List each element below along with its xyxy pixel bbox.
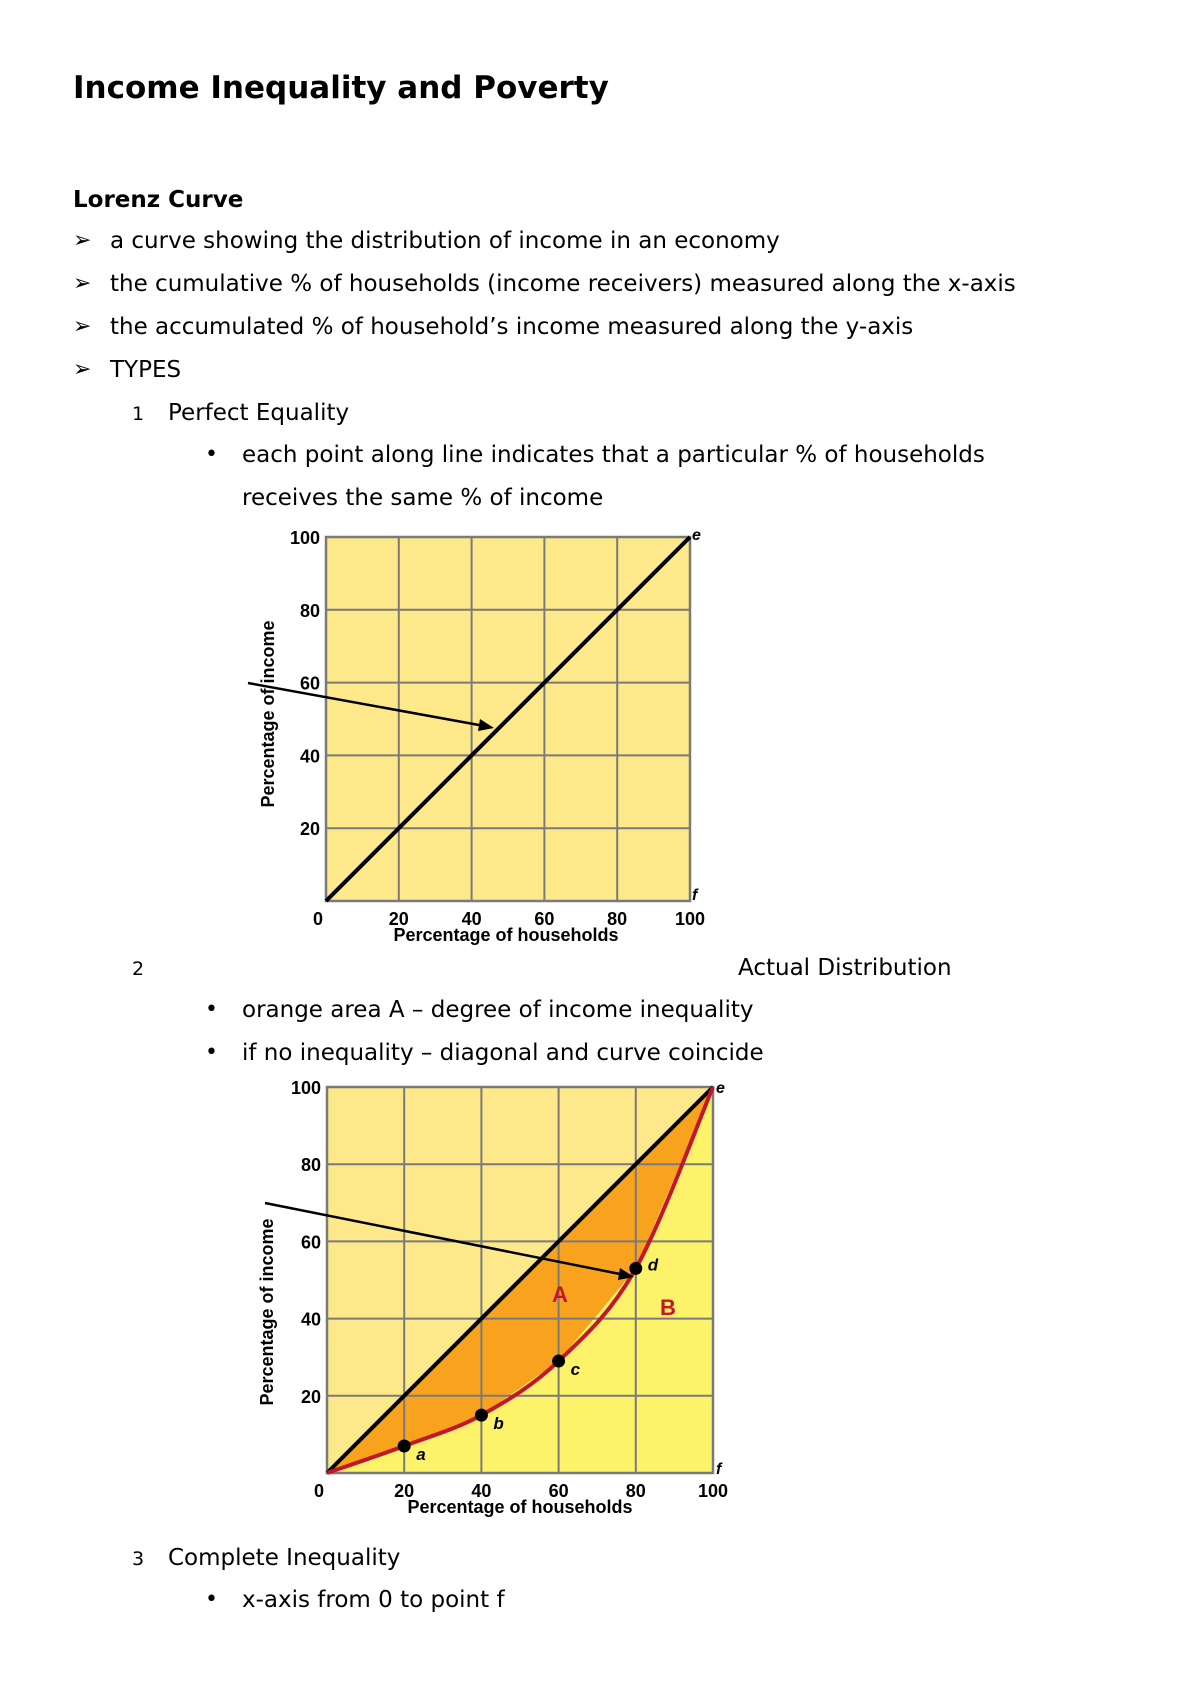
type-name: Actual Distribution: [738, 955, 952, 981]
definition-item: TYPES: [110, 357, 182, 383]
arrow-bullet-icon: ➢: [73, 314, 92, 339]
point-d: [629, 1262, 642, 1275]
point-label-b: b: [493, 1414, 504, 1434]
y-tick-label: 80: [300, 1155, 321, 1176]
chart1-label-f: f: [692, 887, 698, 904]
type-number: 2: [132, 958, 145, 980]
y-tick-label: 40: [300, 1309, 321, 1330]
arrow-bullet-icon: ➢: [73, 271, 92, 296]
x-tick-label: 0: [313, 1481, 325, 1501]
chart1-ylabel: Percentage of income: [258, 620, 278, 808]
x-tick-label: 40: [471, 1481, 492, 1501]
chart1-xlabel: Percentage of households: [393, 925, 619, 945]
y-tick-label: 60: [299, 673, 320, 694]
y-tick-label: 80: [299, 600, 320, 621]
point-label-a: a: [416, 1444, 426, 1464]
point-label-d: d: [647, 1255, 659, 1275]
chart2-area-label-b: B: [660, 1295, 676, 1320]
type-bullet: receives the same % of income: [242, 485, 604, 511]
type-bullet: x-axis from 0 to point f: [242, 1587, 505, 1613]
bullet-icon: •: [205, 442, 218, 467]
x-tick-label: 60: [534, 909, 555, 929]
definition-item: the accumulated % of household’s income measured along the y-axis: [110, 314, 914, 340]
chart2-ylabel: Percentage of income: [257, 1218, 277, 1406]
point-a: [398, 1439, 411, 1452]
point-c: [552, 1355, 565, 1368]
y-tick-label: 60: [300, 1232, 321, 1253]
type-name: Complete Inequality: [168, 1545, 401, 1571]
chart1-label-e: e: [692, 527, 701, 544]
chart2-xlabel: Percentage of households: [407, 1497, 633, 1517]
x-tick-label: 20: [388, 909, 409, 929]
definition-item: the cumulative % of households (income receivers) measured along the x-axis: [110, 271, 1016, 297]
chart2-label-f: f: [716, 1461, 722, 1478]
x-tick-label: 60: [548, 1481, 569, 1501]
type-name: Perfect Equality: [168, 400, 350, 426]
chart2-area-label-a: A: [552, 1282, 568, 1307]
y-tick-label: 100: [289, 528, 320, 548]
bullet-icon: •: [205, 1587, 218, 1612]
type-number: 1: [132, 403, 145, 425]
x-tick-label: 80: [625, 1481, 646, 1501]
section-title: Lorenz Curve: [73, 187, 244, 213]
bullet-icon: •: [205, 997, 218, 1022]
chart2-label-e: e: [716, 1080, 725, 1097]
arrow-bullet-icon: ➢: [73, 228, 92, 253]
type-bullet: orange area A – degree of income inequality: [242, 997, 754, 1023]
x-tick-label: 40: [461, 909, 482, 929]
y-tick-label: 100: [290, 1078, 321, 1098]
chart2-plot-area: [327, 1087, 713, 1473]
x-tick-label: 100: [697, 1481, 729, 1501]
bullet-icon: •: [205, 1040, 218, 1065]
type-bullet: each point along line indicates that a particular % of households: [242, 442, 985, 468]
type-bullet: if no inequality – diagonal and curve coincide: [242, 1040, 764, 1066]
arrow-bullet-icon: ➢: [73, 357, 92, 382]
definition-item: a curve showing the distribution of income in an economy: [110, 228, 780, 254]
point-label-c: c: [570, 1360, 581, 1380]
y-tick-label: 20: [300, 1386, 321, 1407]
type-number: 3: [132, 1548, 145, 1570]
x-tick-label: 80: [607, 909, 628, 929]
point-b: [475, 1409, 488, 1422]
x-tick-label: 100: [674, 909, 706, 929]
y-tick-label: 40: [299, 746, 320, 767]
y-tick-label: 20: [299, 819, 320, 840]
x-tick-label: 20: [394, 1481, 415, 1501]
page-title: Income Inequality and Poverty: [73, 70, 609, 106]
x-tick-label: 0: [312, 909, 324, 929]
